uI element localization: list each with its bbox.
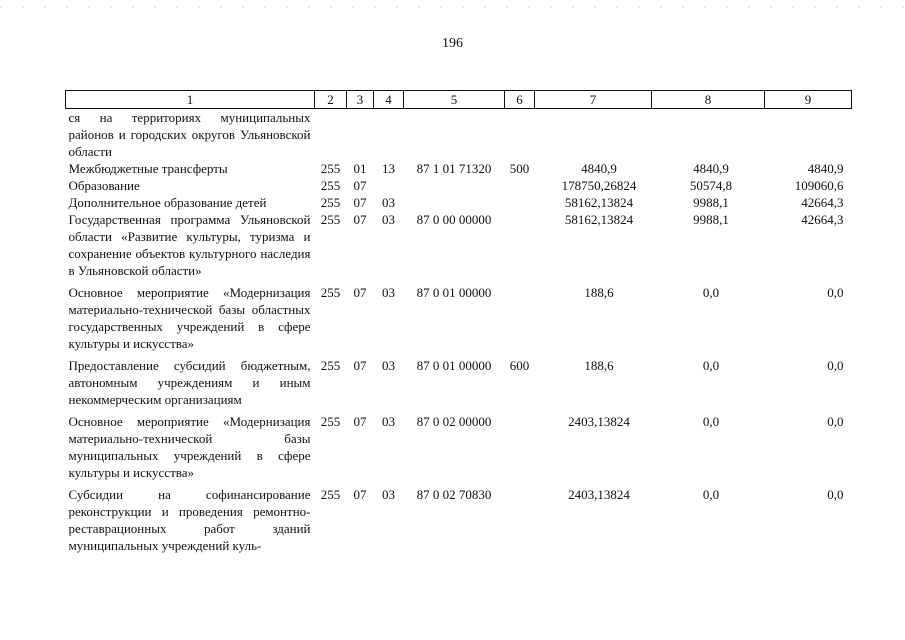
cell-section: 07 [353, 178, 367, 193]
cell-amount-3: 0,0 [827, 285, 844, 300]
header-row [66, 91, 852, 109]
cell-section: 07 [353, 195, 367, 210]
scan-artifact [0, 6, 905, 8]
row-name: Государственная программа Ульяновской области «Развитие культуры, туризма и сохранение объектов культурного наследия в Ульяновской области» [68, 212, 311, 278]
cell-expense-type [505, 109, 535, 161]
cell-amount-2 [652, 109, 765, 161]
cell-amount-2: 0,0 [702, 358, 720, 373]
cell-section: 07 [353, 358, 367, 373]
table-row [66, 279, 852, 352]
cell-amount-2: 50574,8 [689, 178, 733, 193]
cell-subsection [374, 177, 404, 194]
cell-subsection [374, 109, 404, 161]
cell-target: 87 0 02 00000 [416, 414, 492, 429]
page-number: 196 [442, 36, 463, 51]
col-header-6: 6 [505, 91, 535, 109]
cell-section: 07 [353, 285, 367, 300]
cell-amount-1: 4840,9 [581, 161, 617, 176]
cell-amount-3: 0,0 [827, 487, 844, 502]
cell-target: 87 1 01 71320 [416, 161, 492, 176]
cell-amount-2: 0,0 [702, 414, 720, 429]
cell-subsection: 03 [382, 285, 395, 300]
table-row [66, 408, 852, 481]
cell-expense-type [505, 408, 535, 481]
cell-expense-type [505, 279, 535, 352]
cell-admin: 255 [320, 195, 341, 210]
col-header-2: 2 [315, 91, 347, 109]
cell-amount-1: 188,6 [584, 285, 614, 300]
cell-amount-3: 0,0 [827, 358, 844, 373]
cell-target: 87 0 00 00000 [416, 212, 492, 227]
table-row [66, 211, 852, 279]
cell-amount-3: 42664,3 [801, 212, 844, 227]
cell-subsection: 13 [382, 161, 395, 176]
budget-table [65, 90, 852, 554]
cell-amount-1: 2403,13824 [568, 487, 630, 502]
row-name: Образование [68, 178, 140, 193]
cell-amount-3: 42664,3 [801, 195, 844, 210]
cell-section [347, 109, 374, 161]
cell-admin: 255 [320, 487, 341, 502]
cell-amount-2: 4840,9 [693, 161, 729, 176]
cell-amount-1: 58162,13824 [564, 195, 634, 210]
table-row [66, 481, 852, 554]
cell-expense-type: 500 [509, 161, 530, 176]
cell-amount-1 [535, 109, 652, 161]
cell-target: 87 0 01 00000 [416, 285, 492, 300]
cell-amount-3 [765, 109, 852, 161]
cell-admin: 255 [320, 178, 341, 193]
cell-expense-type: 600 [509, 358, 530, 373]
cell-amount-2: 0,0 [702, 285, 720, 300]
cell-amount-3: 0,0 [827, 414, 844, 429]
cell-admin: 255 [320, 212, 341, 227]
cell-subsection: 03 [382, 358, 395, 373]
cell-amount-2: 9988,1 [693, 195, 729, 210]
row-name: Дополнительное образование детей [68, 195, 267, 210]
col-header-9: 9 [765, 91, 852, 109]
cell-amount-2: 9988,1 [693, 212, 729, 227]
cell-section: 07 [353, 414, 367, 429]
col-header-7: 7 [535, 91, 652, 109]
cell-amount-1: 2403,13824 [568, 414, 630, 429]
cell-admin: 255 [320, 414, 341, 429]
table-row [66, 352, 852, 408]
row-name: ся на территориях муниципальных районов и городских округов Ульяновской области [68, 110, 311, 159]
cell-expense-type [505, 194, 535, 211]
cell-amount-1: 178750,26824 [561, 178, 637, 193]
col-header-3: 3 [347, 91, 374, 109]
cell-subsection: 03 [382, 414, 395, 429]
col-header-1: 1 [66, 91, 315, 109]
row-name: Межбюджетные трансферты [68, 161, 228, 176]
cell-expense-type [505, 481, 535, 554]
cell-expense-type [505, 211, 535, 279]
cell-subsection: 03 [382, 195, 395, 210]
cell-amount-1: 58162,13824 [564, 212, 634, 227]
table-row [66, 160, 852, 177]
cell-amount-3: 109060,6 [794, 178, 844, 193]
cell-admin: 255 [320, 161, 341, 176]
cell-target: 87 0 01 00000 [416, 358, 492, 373]
table-row [66, 109, 852, 161]
cell-subsection: 03 [382, 487, 395, 502]
cell-target [404, 109, 505, 161]
cell-section: 01 [353, 161, 367, 176]
row-name: Субсидии на софинансирование реконструкции и проведения ремонтно-реставрационных работ зданий муниципальных учреждений куль- [68, 487, 311, 553]
col-header-4: 4 [374, 91, 404, 109]
cell-target: 87 0 02 70830 [416, 487, 492, 502]
cell-amount-2: 0,0 [702, 487, 720, 502]
row-name: Предоставление субсидий бюджетным, автономным учреждениям и иным некоммерческим организациям [68, 358, 311, 407]
cell-target [404, 194, 505, 211]
col-header-8: 8 [652, 91, 765, 109]
cell-amount-3: 4840,9 [807, 161, 844, 176]
cell-expense-type [505, 177, 535, 194]
cell-target [404, 177, 505, 194]
cell-section: 07 [353, 487, 367, 502]
col-header-5: 5 [404, 91, 505, 109]
cell-section: 07 [353, 212, 367, 227]
table-row [66, 194, 852, 211]
cell-admin [315, 109, 347, 161]
cell-amount-1: 188,6 [584, 358, 614, 373]
row-name: Основное мероприятие «Модернизация материально-технической базы муниципальных учреждений в сфере культуры и искусства» [68, 414, 311, 480]
cell-subsection: 03 [382, 212, 395, 227]
cell-admin: 255 [320, 358, 341, 373]
cell-admin: 255 [320, 285, 341, 300]
table-row [66, 177, 852, 194]
row-name: Основное мероприятие «Модернизация материально-технической базы областных государственных учреждений в сфере культуры и искусства» [68, 285, 311, 351]
